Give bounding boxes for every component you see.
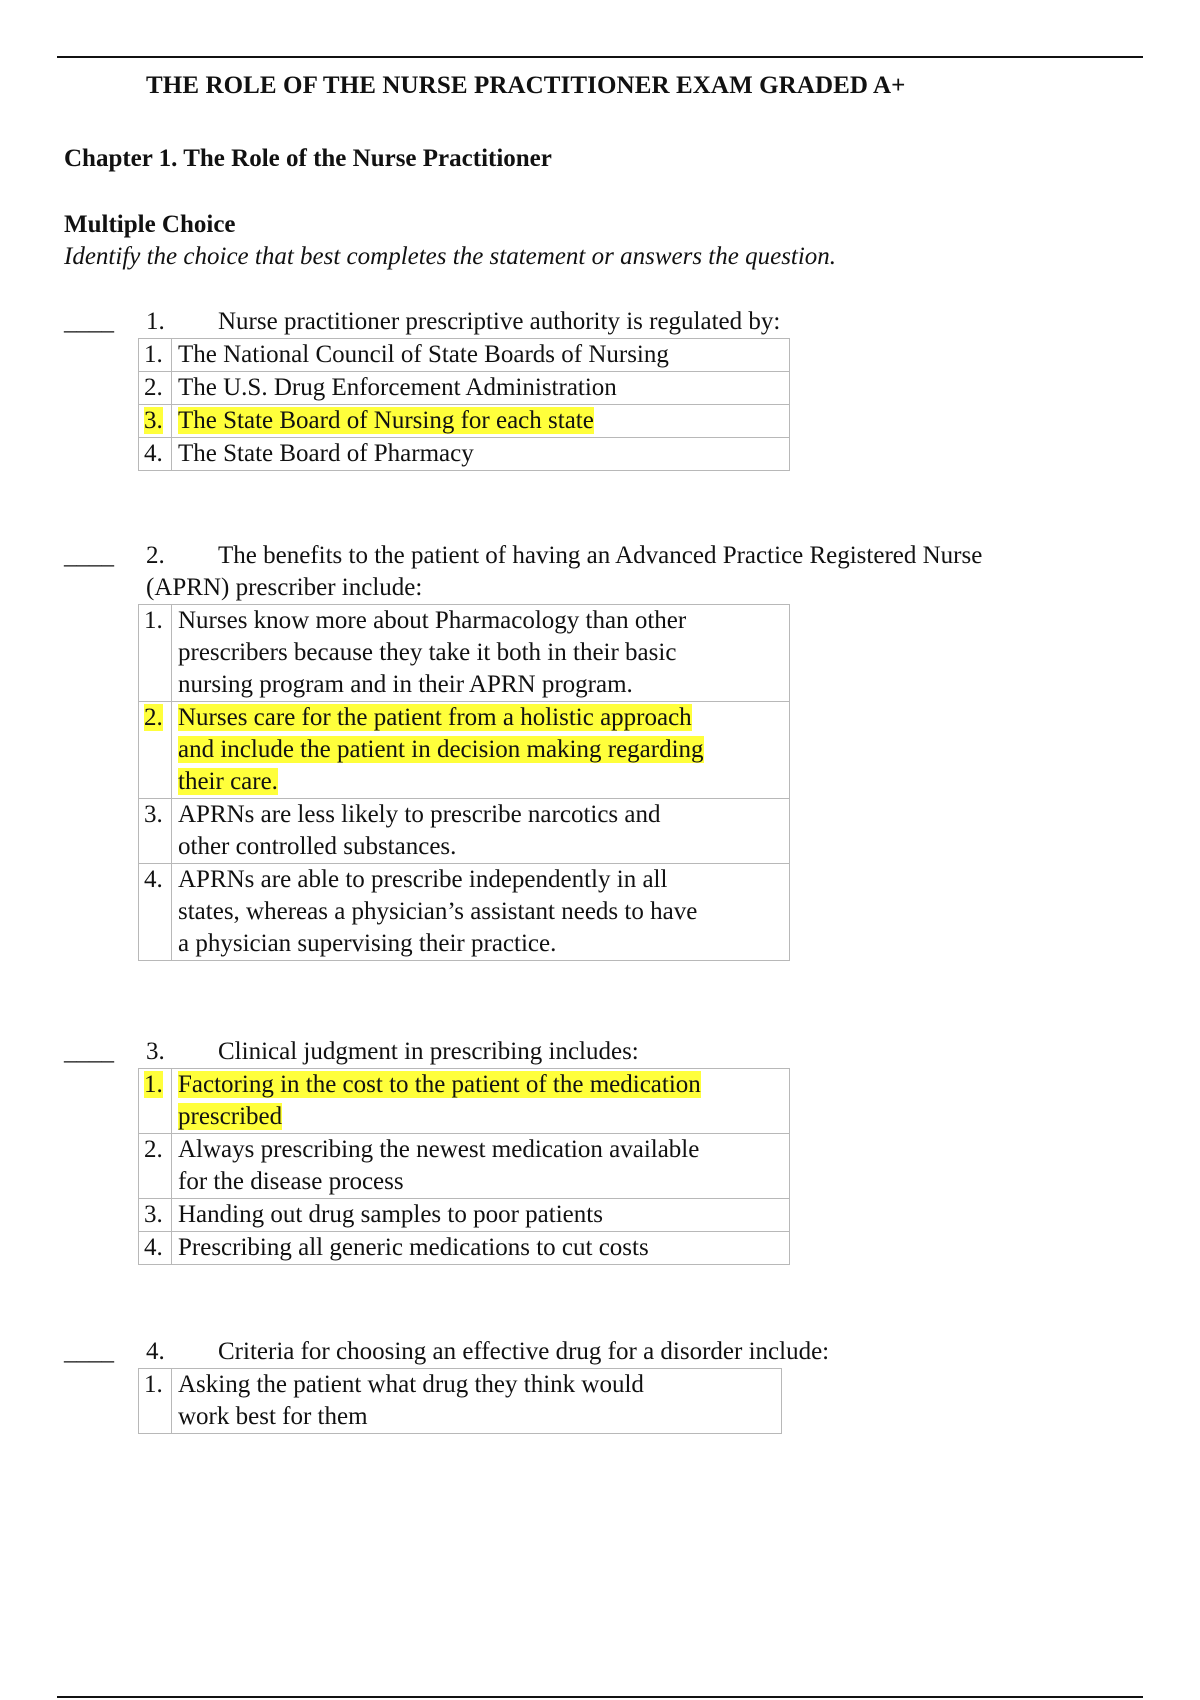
highlight: their care. [178, 768, 278, 795]
choice-row [139, 605, 790, 702]
choice-line [178, 734, 783, 766]
choice-number: 4. [139, 1232, 172, 1265]
question-number: 3. [146, 1038, 165, 1065]
choice-line: Nurses know more about Pharmacology than other [178, 607, 687, 634]
top-rule [57, 56, 1143, 58]
question-text: Nurse practitioner prescriptive authority is regulated by: [218, 308, 781, 335]
choice-text [172, 1199, 790, 1232]
choice-line: other controlled substances. [178, 833, 457, 860]
question-2 [64, 540, 1144, 961]
question-number: 4. [146, 1338, 165, 1365]
choice-number: 1. [139, 1369, 172, 1434]
choice-row-correct [139, 405, 790, 438]
question-text: The benefits to the patient of having an Advanced Practice Registered Nurse [218, 542, 983, 569]
choice-line: Asking the patient what drug they think would [178, 1371, 644, 1398]
choice-text [172, 1369, 782, 1434]
highlight: prescribed [178, 1103, 283, 1130]
choice-row [139, 339, 790, 372]
choice-number [139, 405, 172, 438]
choice-number: 1. [139, 605, 172, 702]
answer-blank: ____ [64, 1338, 114, 1365]
choice-row [139, 1134, 790, 1199]
document-title: THE ROLE OF THE NURSE PRACTITIONER EXAM GRADED A+ [146, 72, 906, 99]
choice-row [139, 799, 790, 864]
choice-number: 4. [139, 438, 172, 471]
choice-text [172, 799, 790, 864]
choice-row [139, 438, 790, 471]
choice-line: nursing program and in their APRN program. [178, 671, 633, 698]
choice-line: Always prescribing the newest medication available [178, 1136, 700, 1163]
choice-line: work best for them [178, 1403, 368, 1430]
choice-text [172, 702, 790, 799]
choice-row [139, 1369, 782, 1434]
choice-text [172, 864, 790, 961]
choice-number: 3. [139, 1199, 172, 1232]
highlight: The State Board of Nursing for each state [178, 407, 594, 434]
choice-number: 2. [139, 1134, 172, 1199]
choice-line: a physician supervising their practice. [178, 930, 557, 957]
choice-row [139, 372, 790, 405]
choice-text: The National Council of State Boards of Nursing [172, 339, 790, 372]
choice-line: states, whereas a physician’s assistant needs to have [178, 898, 698, 925]
highlight: Nurses care for the patient from a holistic approach [178, 704, 692, 731]
choice-row-correct [139, 702, 790, 799]
choice-line [178, 766, 783, 798]
choice-text: The U.S. Drug Enforcement Administration [172, 372, 790, 405]
choice-row [139, 1232, 790, 1265]
choice-line [178, 1069, 783, 1101]
choice-text [172, 1134, 790, 1199]
highlight: and include the patient in decision making regarding [178, 736, 704, 763]
question-text-continued: (APRN) prescriber include: [146, 574, 423, 601]
highlight: 1. [144, 1071, 163, 1098]
choice-number: 3. [139, 799, 172, 864]
section-title: Multiple Choice [64, 211, 236, 238]
choice-number: 2. [139, 372, 172, 405]
question-4 [64, 1336, 1144, 1434]
choice-text: The State Board of Pharmacy [172, 438, 790, 471]
bottom-rule [57, 1696, 1143, 1698]
answer-blank: ____ [64, 542, 114, 569]
choice-line: Handing out drug samples to poor patients [178, 1201, 603, 1228]
highlight: 2. [144, 704, 163, 731]
highlight: 3. [144, 407, 163, 434]
question-1 [64, 306, 1144, 471]
choices-table [138, 338, 790, 471]
answer-blank: ____ [64, 308, 114, 335]
choice-text [172, 1069, 790, 1134]
choice-row [139, 1199, 790, 1232]
choice-number: 4. [139, 864, 172, 961]
answer-blank: ____ [64, 1038, 114, 1065]
choice-line: prescribers because they take it both in their basic [178, 639, 677, 666]
choice-text [172, 1232, 790, 1265]
choice-line: APRNs are less likely to prescribe narcotics and [178, 801, 661, 828]
choices-table [138, 1368, 782, 1434]
question-3 [64, 1036, 1144, 1265]
chapter-title: Chapter 1. The Role of the Nurse Practitioner [64, 145, 552, 172]
choice-line: APRNs are able to prescribe independently in all [178, 866, 668, 893]
choice-number [139, 702, 172, 799]
choice-row [139, 864, 790, 961]
choices-table [138, 604, 790, 961]
question-number: 1. [146, 308, 165, 335]
choice-line: Prescribing all generic medications to cut costs [178, 1234, 649, 1261]
choice-text [172, 405, 790, 438]
highlight: Factoring in the cost to the patient of the medication [178, 1071, 701, 1098]
question-number: 2. [146, 542, 165, 569]
choices-table [138, 1068, 790, 1265]
choice-number: 1. [139, 339, 172, 372]
question-text: Criteria for choosing an effective drug for a disorder include: [218, 1338, 830, 1365]
choice-number [139, 1069, 172, 1134]
choice-line: for the disease process [178, 1168, 404, 1195]
choice-row-correct [139, 1069, 790, 1134]
question-text: Clinical judgment in prescribing includes: [218, 1038, 639, 1065]
choice-text [172, 605, 790, 702]
choice-line [178, 1101, 783, 1133]
instructions: Identify the choice that best completes the statement or answers the question. [64, 243, 837, 270]
choice-line [178, 702, 783, 734]
